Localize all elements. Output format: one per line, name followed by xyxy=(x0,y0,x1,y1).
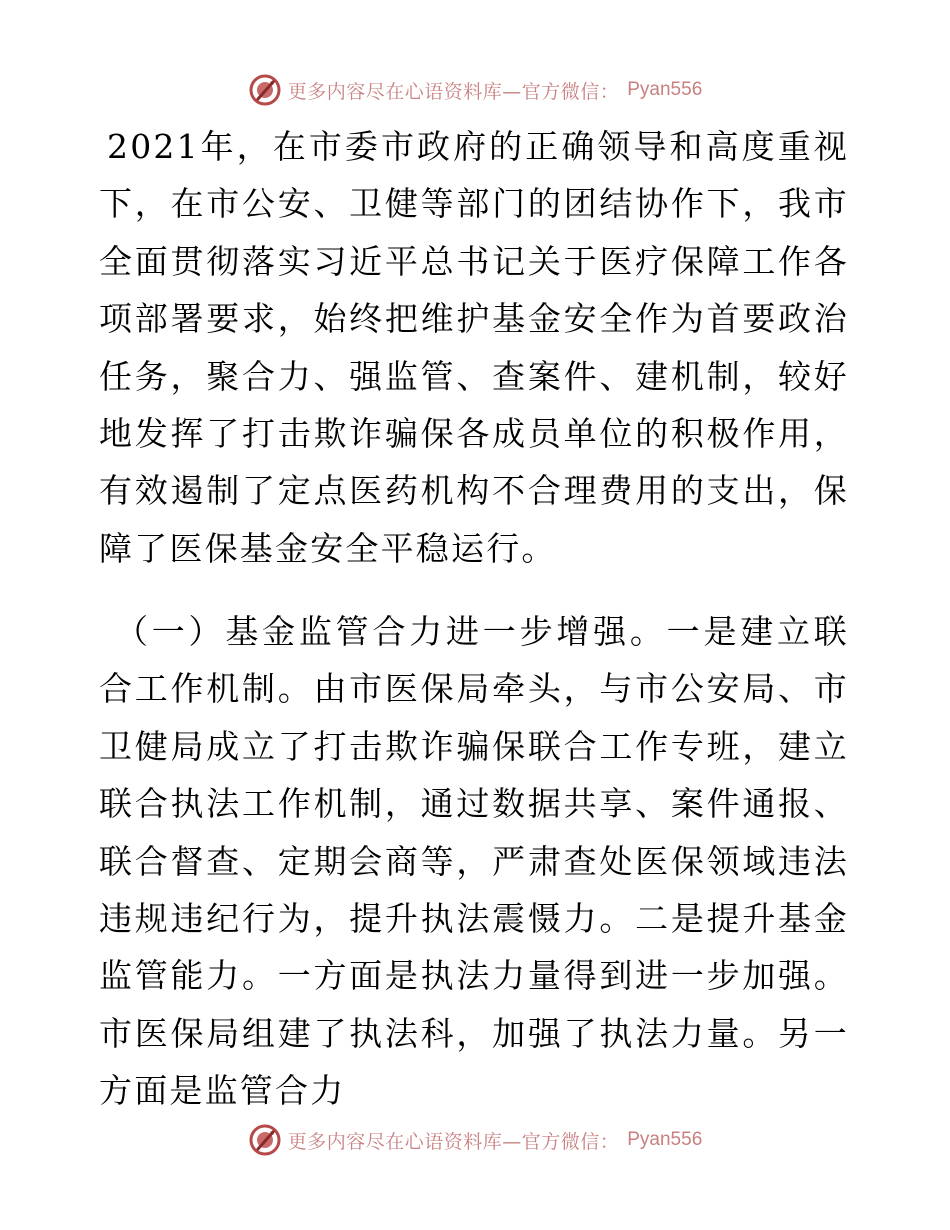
watermark-wechat-id: Pyan556 xyxy=(627,1129,703,1150)
header-watermark xyxy=(0,72,950,108)
watermark-text: 更多内容尽在心语资料库—官方微信： xyxy=(287,80,620,103)
paragraph-intro: 2021年，在市委市政府的正确领导和高度重视下，在市公安、卫健等部门的团结协作下，我市全面贯彻落实习近平总书记关于医疗保障工作各项部署要求，始终把维护基金安全作为首要政治任务，聚合力、强监管、查案件、建机制，较好地发挥了打击欺诈骗保各成员单位的积极作用，有效遏制了定点医药机构不合理费用的支出，保障了医保基金安全平稳运行。 xyxy=(99,127,849,568)
watermark-text: 更多内容尽在心语资料库—官方微信： xyxy=(287,1130,620,1153)
logo-icon xyxy=(248,1123,282,1157)
footer-watermark xyxy=(0,1122,950,1158)
paragraph-section-1: （一）基金监管合力进一步增强。一是建立联合工作机制。由市医保局牵头，与市公安局、市卫健局成立了打击欺诈骗保联合工作专班，建立联合执法工作机制，通过数据共享、案件通报、联合督查、定期会商等，严肃查处医保领域违法违规违纪行为，提升执法震慑力。二是提升基金监管能力。一方面是执法力量得到进一步加强。市医保局组建了执法科，加强了执法力量。另一方面是监管合力 xyxy=(99,612,849,1111)
watermark-wechat-id: Pyan556 xyxy=(627,79,703,100)
logo-icon xyxy=(248,73,282,107)
